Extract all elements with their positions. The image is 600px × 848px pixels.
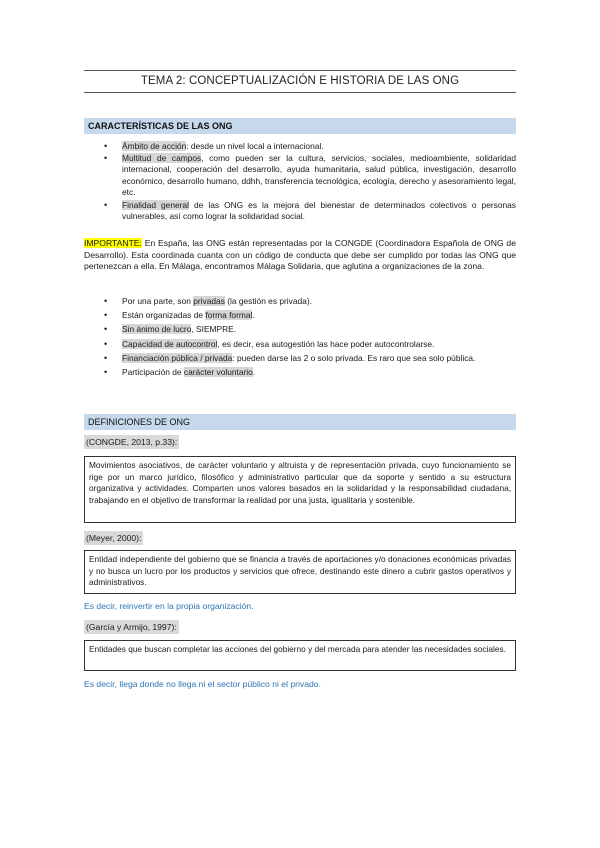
properties-list [84, 296, 516, 379]
definition-box-garcia-armijo: Entidades que buscan completar las acciones del gobierno y del mercada para atender las necesidades sociales. [84, 640, 516, 671]
highlight: Capacidad de autocontrol [122, 338, 218, 349]
list-item [84, 324, 516, 335]
important-text: En España, las ONG están representadas por la CONGDE (Coordinadora Española de ONG de Desarrollo). Esta coordinada cuanta con un código de conducta que debe ser cumplido por todas las ONG que pertenezcan a ella. En Málaga, encontramos Málaga Solidaria, que aglutina a organizaciones de la zona. [84, 238, 516, 272]
list-item-text: Por una parte, son [122, 296, 194, 306]
list-item-text: de las ONG es la mejora del bienestar de determinados colectivos o personas vulnerables, así como lograr la solidaridad social. [122, 200, 516, 222]
characteristics-list [84, 141, 516, 223]
list-item [84, 296, 516, 307]
list-item-text: Están organizadas de [122, 310, 206, 321]
highlight: carácter voluntario [183, 367, 253, 378]
section-heading-definiciones: DEFINICIONES DE ONG [84, 414, 516, 430]
definition-box-meyer: Entidad independiente del gobierno que se financia a través de aportaciones y/o donaciones económicas privadas y no busca un lucro por los productos y servicios que ofrece, destinando este dinero a cubrir gastos operativos y administrativos. [84, 550, 516, 594]
citation-meyer: (Meyer, 2000): [86, 533, 142, 543]
definition-box-congde: Movimientos asociativos, de carácter voluntario y altruista y de representación privada, cuyo funcionamiento se rige por un marco jurídico, filosófico y administrativo particular que da soporte y sentido a su estructura organizativa y actividades. Comparten unos valores basados en la solidaridad y la responsabilidad ciudadana, trabajando en el objetivo de transformar la realidad por una justa, igualitaria y sostenible. [84, 456, 516, 523]
list-item-text: (la gestión es privada). [224, 296, 312, 306]
list-item-text: : pueden darse las 2 o solo privada. Es raro que sea solo pública. [232, 352, 476, 363]
list-item-text: , SIEMPRE. [191, 324, 237, 335]
highlight: privadas [193, 296, 225, 306]
highlight: Finalidad general [122, 200, 189, 211]
important-label: IMPORTANTE: [84, 238, 142, 248]
section-heading-caracteristicas: CARACTERÍSTICAS DE LAS ONG [84, 118, 516, 134]
list-item [84, 310, 516, 321]
title-rule [84, 70, 516, 93]
citation-garcia-armijo: (García y Armijo, 1997): [86, 622, 177, 632]
list-item [84, 353, 516, 364]
list-item [84, 367, 516, 378]
highlight: Financiación pública / privada [122, 352, 233, 363]
highlight: Sin ánimo de lucro [122, 324, 192, 335]
list-item-text: . [252, 367, 256, 378]
list-item-text: , es decir, esa autogestión las hace poder autocontrolarse. [217, 338, 435, 349]
list-item-text: : desde un nivel local a internacional. [186, 141, 324, 151]
list-item [84, 200, 516, 222]
highlight: Ámbito de acción [122, 141, 187, 151]
page-title: TEMA 2: CONCEPTUALIZACIÓN E HISTORIA DE LAS ONG [140, 75, 460, 87]
list-item [84, 141, 516, 152]
list-item-text: , como pueden ser la cultura, servicios, sociales, medioambiente, solidaridad internacional, cooperación del desarrollo, ayuda humanitaria, salud pública, investigación, desarrollo económico, desarrollo humano, ddhh, transferencia tecnológica, ecología, derecho y asesoramiento legal, etc. [122, 153, 516, 197]
list-item [84, 153, 516, 198]
highlight: forma formal [205, 310, 253, 321]
list-item-text: . [252, 310, 255, 321]
highlight: Multitud de campos [122, 153, 202, 164]
important-paragraph [84, 238, 516, 273]
list-item-text: Participación de [122, 367, 184, 378]
note-sector: Es decir, llega donde no llega ni el sector público ni el privado. [84, 679, 321, 689]
list-item [84, 339, 516, 350]
note-reinvertir: Es decir, reinvertir en la propia organización. [84, 601, 254, 611]
citation-congde: (CONGDE, 2013, p.33): [86, 437, 178, 447]
